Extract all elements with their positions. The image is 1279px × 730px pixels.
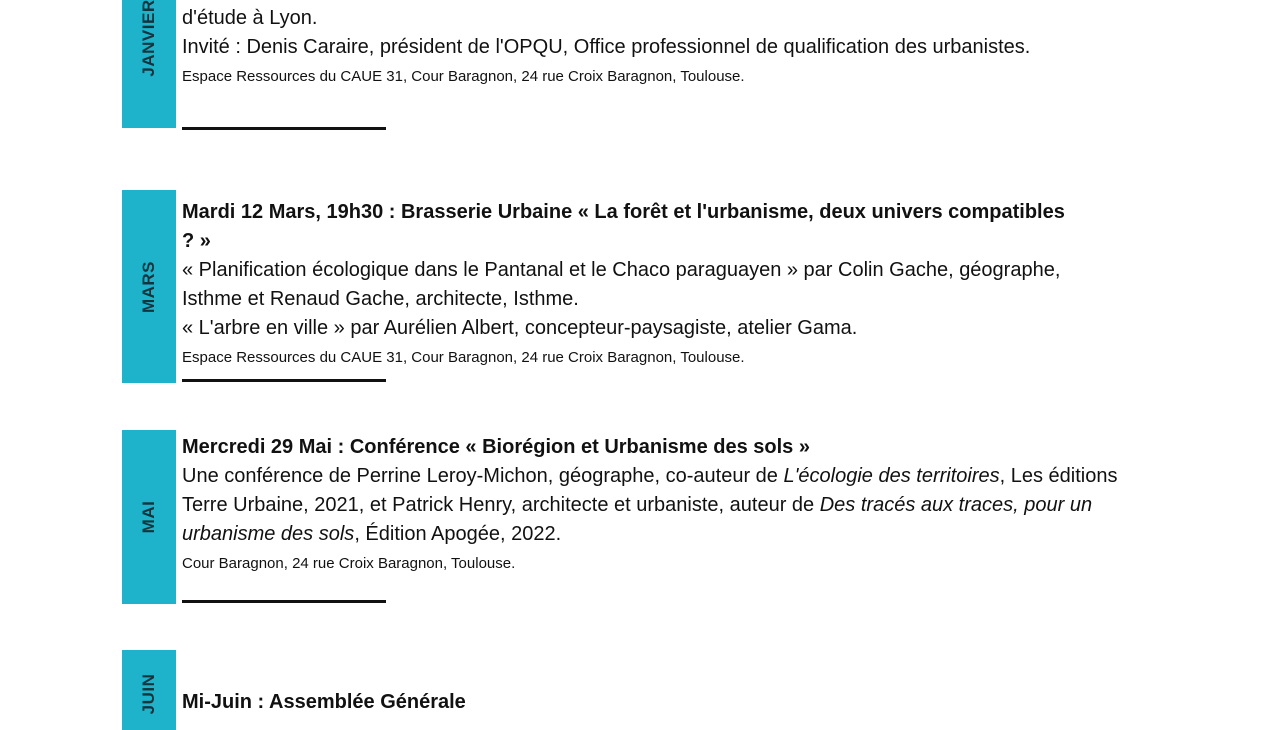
event-title: Mi-Juin : Assemblée Générale <box>182 691 466 713</box>
event-title: Mardi 12 Mars, 19h30 : Brasserie Urbaine « La forêt et l'urbanisme, deux univers compatibles ? » <box>182 201 1065 252</box>
text: , Les éditions Terre Urbaine, 2021, et Patrick Henry, architecte et urbaniste, auteur de <box>182 465 1118 516</box>
event-text: « Planification écologique dans le Pantanal et le Chaco paraguayen » par Colin Gache, géographe, Isthme et Renaud Gache, architecte, Isthme. <box>182 259 1061 310</box>
book-title: Des tracés aux traces, pour un urbanisme des sols <box>182 494 1093 545</box>
text: Une conférence de Perrine Leroy-Michon, géographe, co-auteur de <box>182 465 784 487</box>
event-title: Mercredi 29 Mai : Conférence « Biorégion et Urbanisme des sols » <box>182 436 810 458</box>
event-address: Cour Baragnon, 24 rue Croix Baragnon, Toulouse. <box>182 555 516 572</box>
event-text: « L'arbre en ville » par Aurélien Albert, concepteur-paysagiste, atelier Gama. <box>182 317 858 339</box>
divider <box>182 379 386 382</box>
month-tab-janvier <box>122 0 176 128</box>
month-label: JANVIER <box>139 0 158 77</box>
event-janvier <box>182 4 1082 89</box>
month-tab-juin <box>122 650 176 730</box>
event-address: Espace Ressources du CAUE 31, Cour Baragnon, 24 rue Croix Baragnon, Toulouse. <box>182 68 745 85</box>
month-tab-mars <box>122 190 176 383</box>
event-text: d'étude à Lyon. <box>182 7 318 29</box>
event-text <box>182 462 1157 549</box>
book-title: L'écologie des territoires <box>783 465 1000 487</box>
event-mars <box>182 198 1082 370</box>
month-label: MARS <box>139 260 158 313</box>
event-address: Espace Ressources du CAUE 31, Cour Baragnon, 24 rue Croix Baragnon, Toulouse. <box>182 349 745 366</box>
month-label: JUIN <box>139 673 158 715</box>
text: , Édition Apogée, 2022. <box>354 523 562 545</box>
divider <box>182 127 386 130</box>
event-mai <box>182 433 1157 576</box>
month-label: MAI <box>139 500 158 534</box>
divider <box>182 600 386 603</box>
month-tab-mai <box>122 430 176 604</box>
event-juin <box>182 688 1162 717</box>
event-text: Invité : Denis Caraire, président de l'OPQU, Office professionnel de qualification des urbanistes. <box>182 36 1031 58</box>
